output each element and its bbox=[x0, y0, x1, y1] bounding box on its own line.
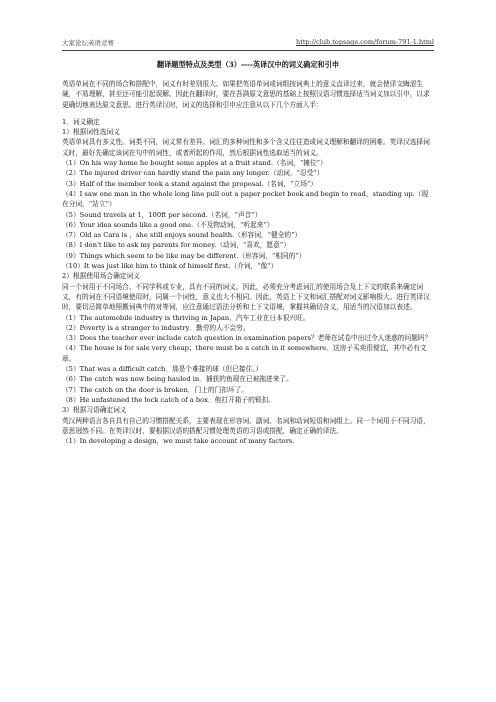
page-header bbox=[62, 36, 434, 51]
document-body bbox=[62, 54, 434, 446]
subsection-heading: 3）根据习语确定词义 bbox=[62, 406, 127, 415]
subsection-paragraph: 英汉两种语言各自具有自己的习惯搭配关系，主要表现在形容词、副词、名词和动词短语和词组上。同一个词用于不同习语，意思迥然不同。在英译汉时，要根据汉语的搭配习惯处理英语的习语或搭配，确定正确的译法。 bbox=[62, 416, 430, 435]
example-line: （3）Half of the member took a stand against the proposal.（名词，“立场”） bbox=[62, 179, 318, 188]
example-line: （8）I don't like to ask my parents for money.（动词，“喜欢，愿意”） bbox=[62, 241, 290, 250]
intro-paragraph: 英语单词在不同的场合和搭配中，词义有时差别很大。如果把英语单词或词组按词典上的意义直译过来，就会使译文晦涩生硬，不易理解，甚至还可能引起误解。因此在翻译时，要在吾满原文意思的基础上按照汉语习惯选择适当词义加以引申，以求更确切地表达原文意思。进行英译汉时，词义的选择和引申应注意从以下几个方面入手： bbox=[62, 80, 430, 109]
example-line: （9）Things which seem to be like may be different.（形容词，“相同的”） bbox=[62, 251, 306, 260]
example-line: （7）The catch on the door is broken．门上的门扣坏了。 bbox=[62, 385, 248, 394]
example-line: （2）The injured driver can hardly stand the pain any longer.（动词，“忍受”） bbox=[62, 169, 324, 178]
section-heading: 1．词义确定 bbox=[62, 117, 100, 126]
subsection-heading: 2）根据使用场合确定词义 bbox=[62, 272, 140, 281]
example-line: （10）It was just like him to think of himself first.（介词，“像”） bbox=[62, 262, 278, 271]
example-line: （6）Your idea sounds like a good one.（不及物动词，“听起来”） bbox=[62, 220, 274, 229]
example-line: （3）Does the teacher ever include catch question in examination papers？老师在试卷中出过令人迷惑的问题吗？ bbox=[62, 334, 432, 343]
header-url-link[interactable]: http://club.topsage.com/forum-791-1.html bbox=[296, 38, 434, 46]
example-line: （8）He unfastened the lock catch of a box．他打开箱子的锁扣。 bbox=[62, 395, 275, 404]
example-line: （2）Poverty is a stranger to industry．勤劳的人不会穷。 bbox=[62, 323, 250, 332]
example-line: （5）That was a difficult catch．那是个难接的球（但已接住。） bbox=[62, 365, 263, 374]
subsection-heading: 1）根据词性选词义 bbox=[62, 128, 120, 137]
example-line: （1）On his way home he bought some apples at a fruit stand.（名词，“摊位”） bbox=[62, 159, 327, 168]
header-site-name: 大家论坛英语竞赛 bbox=[62, 39, 114, 47]
example-line: （1）The automobile industry is thriving in Japan．汽车工业在日本很兴旺。 bbox=[62, 313, 310, 322]
subsection-paragraph: 英语单词具有多义性。词类不同，词义常有差异。词汇的多种词性和多个含义往往造成词义理解和翻译的困难。英译汉选择词义时，最好先确定该词在句中的词性，或者所起的作用，然后根据词性选取适当的词义。 bbox=[62, 138, 430, 157]
example-line: （1）In developing a design，we must take account of many factors. bbox=[62, 437, 295, 446]
example-line: （4）I saw one man in the whole long line pull out a paper pocket book and begin to read，standing up.（现在分词，“站立”） bbox=[62, 189, 429, 209]
example-line: （5）Sound travels at 1，100ft per second.（名词，“声音”） bbox=[62, 210, 262, 219]
example-line: （6）The catch was now being hauled in．捕获的鱼现在已被拖进来了。 bbox=[62, 375, 293, 384]
example-line: （4）The house is for sale very cheap；there must be a catch in it somewhere．这房子买卖很便宜，其中必有文章。 bbox=[62, 344, 427, 363]
subsection-paragraph: 同一个词用于不同场合、不同学科或专业，具有不同的词义。因此，必须充分考虑词汇的使用场合及上下文的联系来确定词义，有的词在不同语境使用时，同属一个词性，意义也大不相同。因此，英语上下文和词汇搭配对词义影响极大。进行英译汉时，要切忌简单地照搬词典中的对等词，应注意通过语法分析和上下文语境，掌握其确切含义，用适当的汉语加以表述。 bbox=[62, 282, 430, 312]
example-line: （7）Old as Cara is ，she still enjoys sound health.（形容词，“健全的”） bbox=[62, 231, 302, 240]
document-title: 翻译题型特点及类型（3）----英译汉中的词义确定和引申 bbox=[156, 60, 340, 69]
